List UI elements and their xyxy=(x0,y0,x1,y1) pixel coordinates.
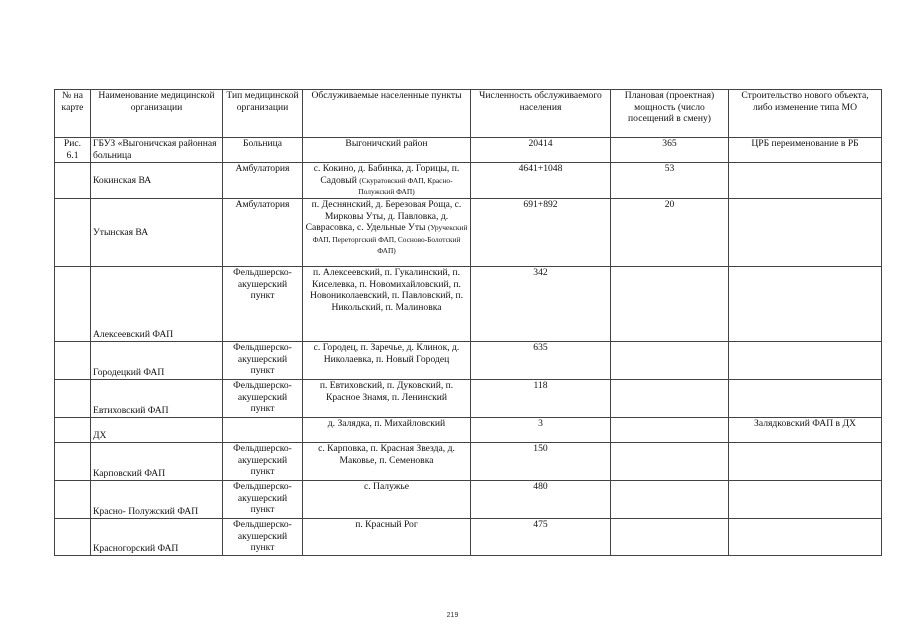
change-cell xyxy=(729,342,882,380)
settlements-text: п. Красный Рог xyxy=(355,519,418,530)
capacity-cell xyxy=(611,519,729,556)
change-cell: Залядковский ФАП в ДХ xyxy=(729,418,882,443)
org-type-cell: Больница xyxy=(223,138,303,163)
settlements-cell xyxy=(303,342,471,380)
change-cell xyxy=(729,443,882,481)
map-number-cell xyxy=(55,199,91,267)
population-cell: 635 xyxy=(471,342,611,380)
map-number-cell xyxy=(55,418,91,443)
population-cell: 342 xyxy=(471,267,611,342)
map-number-cell xyxy=(55,342,91,380)
capacity-cell xyxy=(611,418,729,443)
table-row xyxy=(55,342,882,380)
org-name-cell: ГБУЗ «Выгоничская районная больница xyxy=(91,138,223,163)
map-number-cell xyxy=(55,481,91,519)
table-row xyxy=(55,443,882,481)
capacity-cell xyxy=(611,481,729,519)
settlements-cell xyxy=(303,418,471,443)
capacity-cell xyxy=(611,443,729,481)
org-name-cell: ДХ xyxy=(91,418,223,443)
org-type-cell: Амбулатория xyxy=(223,163,303,199)
org-type-cell xyxy=(223,418,303,443)
header-capacity: Плановая (проектная) мощность (число посещений в смену) xyxy=(611,90,729,138)
org-type-cell: Фельдшерско-акушерский пункт xyxy=(223,380,303,418)
population-cell: 118 xyxy=(471,380,611,418)
settlements-text: д. Залядка, п. Михайловский xyxy=(327,418,446,429)
capacity-cell xyxy=(611,342,729,380)
map-number-cell xyxy=(55,519,91,556)
header-map-number: № на карте xyxy=(55,90,91,138)
table-row xyxy=(55,267,882,342)
facilities-table xyxy=(54,89,882,556)
org-name-cell: Городецкий ФАП xyxy=(91,342,223,380)
settlements-cell xyxy=(303,199,471,267)
settlements-text: п. Деснянский, д. Березовая Роща, с. Мирковы Уты, д. Павловка, д. Саврасовка, с. Удельные Уты xyxy=(305,199,462,234)
population-cell: 150 xyxy=(471,443,611,481)
settlements-text: с. Кокино, д. Бабинка, д. Горицы, п. Садовый xyxy=(313,163,460,186)
org-name-cell: Кокинская ВА xyxy=(91,163,223,199)
change-cell xyxy=(729,481,882,519)
population-cell: 691+892 xyxy=(471,199,611,267)
settlements-text: с. Карповка, п. Красная Звезда, д. Маковье, п. Семеновка xyxy=(318,443,455,466)
change-cell xyxy=(729,380,882,418)
settlements-cell xyxy=(303,138,471,163)
org-type-cell: Фельдшерско-акушерский пункт xyxy=(223,267,303,342)
table-row xyxy=(55,481,882,519)
settlements-note: (Уручекский ФАП, Переторгский ФАП, Сосново-Болотский ФАП) xyxy=(312,223,468,256)
change-cell xyxy=(729,519,882,556)
population-cell: 475 xyxy=(471,519,611,556)
settlements-cell xyxy=(303,380,471,418)
org-type-cell: Фельдшерско-акушерский пункт xyxy=(223,443,303,481)
map-number-cell: Рис. 6.1 xyxy=(55,138,91,163)
settlements-text: с. Палужье xyxy=(363,481,410,492)
map-number-cell xyxy=(55,380,91,418)
capacity-cell xyxy=(611,267,729,342)
population-cell: 4641+1048 xyxy=(471,163,611,199)
settlements-text: Выгоничский район xyxy=(345,138,428,149)
settlements-note: (Скуратовский ФАП, Красно-Полужский ФАП) xyxy=(358,175,453,197)
table-row xyxy=(55,519,882,556)
settlements-text: с. Городец, п. Заречье, д. Клинок, д. Николаевка, п. Новый Городец xyxy=(313,342,460,365)
org-name-cell: Евтиховский ФАП xyxy=(91,380,223,418)
settlements-cell xyxy=(303,163,471,199)
header-change: Строительство нового объекта, либо изменение типа МО xyxy=(729,90,882,138)
table-row xyxy=(55,380,882,418)
change-cell xyxy=(729,199,882,267)
header-org-name: Наименование медицинской организации xyxy=(91,90,223,138)
org-name-cell: Утынская ВА xyxy=(91,199,223,267)
capacity-cell xyxy=(611,380,729,418)
map-number-cell xyxy=(55,267,91,342)
map-number-cell xyxy=(55,163,91,199)
population-cell: 20414 xyxy=(471,138,611,163)
header-row xyxy=(55,90,882,138)
header-settlements: Обслуживаемые населенные пункты xyxy=(303,90,471,138)
settlements-cell xyxy=(303,519,471,556)
settlements-text: п. Евтиховский, п. Дуковский, п. Красное Знамя, п. Ленинский xyxy=(319,380,454,403)
org-type-cell: Амбулатория xyxy=(223,199,303,267)
map-number-cell xyxy=(55,443,91,481)
capacity-cell: 365 xyxy=(611,138,729,163)
settlements-cell xyxy=(303,267,471,342)
settlements-cell xyxy=(303,481,471,519)
capacity-cell: 20 xyxy=(611,199,729,267)
settlements-text: п. Алексеевский, п. Гукалинский, п. Киселевка, п. Новомихайловский, п. Новониколаевский, п. Павловский, п. Никольский, п. Малиновка xyxy=(310,267,463,313)
org-type-cell: Фельдшерско-акушерский пункт xyxy=(223,481,303,519)
change-cell xyxy=(729,267,882,342)
org-name-cell: Красно- Полужский ФАП xyxy=(91,481,223,519)
table-row xyxy=(55,138,882,163)
change-cell: ЦРБ переименование в РБ xyxy=(729,138,882,163)
header-population: Численность обслуживаемого населения xyxy=(471,90,611,138)
org-name-cell: Красногорский ФАП xyxy=(91,519,223,556)
table-row xyxy=(55,163,882,199)
change-cell xyxy=(729,163,882,199)
population-cell: 480 xyxy=(471,481,611,519)
table-row xyxy=(55,199,882,267)
population-cell: 3 xyxy=(471,418,611,443)
settlements-cell xyxy=(303,443,471,481)
table-row xyxy=(55,418,882,443)
capacity-cell: 53 xyxy=(611,163,729,199)
header-org-type: Тип медицинской организации xyxy=(223,90,303,138)
org-name-cell: Алексеевский ФАП xyxy=(91,267,223,342)
org-name-cell: Карповский ФАП xyxy=(91,443,223,481)
org-type-cell: Фельдшерско-акушерский пункт xyxy=(223,519,303,556)
page-number: 219 xyxy=(446,612,459,619)
org-type-cell: Фельдшерско-акушерский пункт xyxy=(223,342,303,380)
